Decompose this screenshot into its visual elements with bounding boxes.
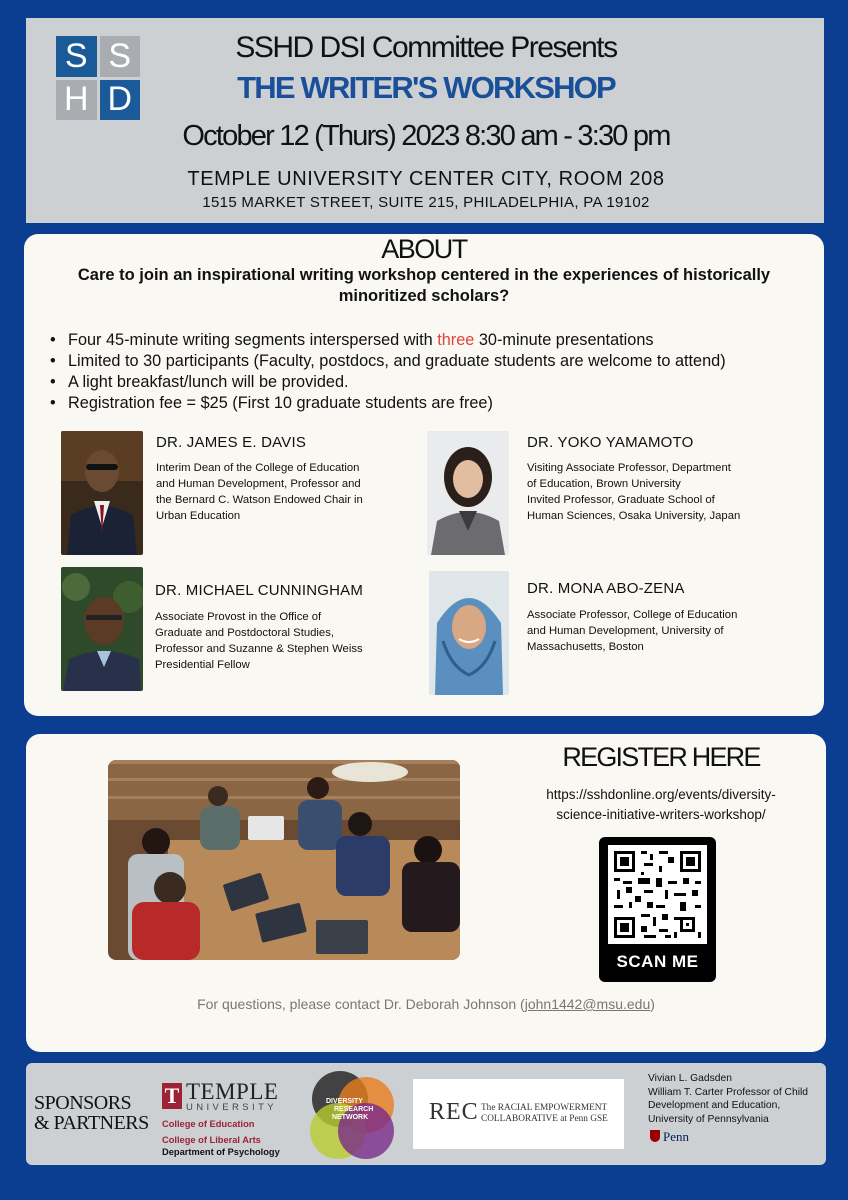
speaker-title-line: of Education, Brown University [527,478,681,490]
logo-letter: H [56,80,97,121]
speaker-title-line: Associate Professor, College of Education [527,609,738,621]
speaker-title-line: Graduate and Postdoctoral Studies, [155,627,334,639]
sponsors-label-line: SPONSORS [34,1092,132,1114]
presents-line: SSHD DSI Committee Presents [235,31,617,64]
speaker-title-line: Associate Provost in the Office of [155,611,322,623]
register-card [26,734,826,1052]
speaker-name: DR. MONA ABO-ZENA [527,580,685,597]
contact-email-link[interactable]: john1442@msu.edu [524,996,651,1012]
speaker-photo-cunningham [61,567,143,691]
event-date: October 12 (Thurs) 2023 8:30 am - 3:30 pm [182,120,670,152]
drn-text: RESEARCH [334,1106,374,1113]
register-url[interactable] [496,785,826,825]
logo-letter: S [56,36,97,77]
speaker-photo-yamamoto [427,431,509,555]
gadsden-line: Vivian L. Gadsden [648,1073,732,1084]
qr-code[interactable] [599,837,716,982]
rec-abbr: REC [429,1099,479,1125]
sponsors-label-line: & PARTNERS [34,1112,149,1134]
speaker-title-line: Urban Education [156,510,241,522]
speaker-title-line: and Human Development, University of [527,625,724,637]
list-item [46,330,816,351]
drn-text: NETWORK [332,1114,369,1121]
scan-me-label: SCAN ME [616,952,699,971]
contact-line [26,996,826,1012]
speaker-title [155,609,415,673]
qr-pattern-icon [608,845,707,944]
gadsden-line: Development and Education, [648,1100,781,1111]
header-panel [26,18,824,223]
list-item: • Registration fee = $25 (First 10 graduate students are free) [46,393,816,414]
sponsors-panel [26,1063,826,1165]
gadsden-line: William T. Carter Professor of Child [648,1086,809,1098]
speaker-photo-davis [61,431,143,555]
temple-dept-psychology: Department of Psychology [162,1147,280,1157]
sponsors-label [34,1093,149,1133]
workshop-photo [108,760,460,960]
about-question: Care to join an inspirational writing workshop centered in the experiences of historically minoritized scholars? [77,266,771,305]
speaker-title [156,460,406,524]
temple-t-icon: T [162,1083,182,1109]
penn-wordmark: Penn [663,1129,689,1144]
penn-shield-icon [650,1130,660,1142]
speaker-title-line: Massachusetts, Boston [527,641,644,653]
list-item: • A light breakfast/lunch will be provided. [46,372,816,393]
speaker-title-line: Professor and Suzanne & Stephen Weiss [155,643,363,655]
gadsden-credit [648,1072,826,1126]
details-list [46,330,816,414]
sshd-logo [56,36,140,120]
logo-letter: S [100,36,141,77]
about-heading: ABOUT [381,234,467,264]
event-venue: TEMPLE UNIVERSITY CENTER CITY, ROOM 208 [187,168,665,190]
rec-name [481,1103,608,1125]
speaker-title-line: Interim Dean of the College of Education [156,462,360,474]
list-item: • Limited to 30 participants (Faculty, postdocs, and graduate students are welcome to attend) [46,351,816,372]
bullet-text: Four 45-minute writing segments interspersed with [68,331,438,349]
rec-name-line: COLLABORATIVE at Penn GSE [481,1114,608,1124]
temple-name: TEMPLE [186,1079,279,1104]
register-url-line[interactable]: science-initiative-writers-workshop/ [556,807,766,822]
register-url-line[interactable]: https://sshdonline.org/events/diversity- [546,787,776,802]
speaker-name: DR. JAMES E. DAVIS [156,434,307,451]
speaker-title [527,460,797,524]
speaker-name: DR. YOKO YAMAMOTO [527,434,694,451]
rec-name-line: The RACIAL EMPOWERMENT [481,1103,608,1113]
speaker-title [527,607,797,655]
speaker-title-line: Invited Professor, Graduate School of [527,494,715,506]
diversity-research-network-logo [310,1067,400,1163]
speaker-title-line: Human Sciences, Osaka University, Japan [527,510,741,522]
speaker-title-line: the Bernard C. Watson Endowed Chair in [156,494,363,506]
drn-text: DIVERSITY [326,1098,363,1105]
speaker-title-line: Visiting Associate Professor, Department [527,462,731,474]
contact-text-end: ) [650,996,655,1012]
event-address: 1515 MARKET STREET, SUITE 215, PHILADELPHIA, PA 19102 [202,194,650,211]
register-heading: REGISTER HERE [562,742,760,772]
about-card [24,234,824,716]
logo-letter: D [100,80,141,121]
speaker-name: DR. MICHAEL CUNNINGHAM [155,582,364,599]
bullet-text: 30-minute presentations [474,331,654,349]
speaker-title-line: Presidential Fellow [155,659,250,671]
temple-university-word: UNIVERSITY [186,1102,278,1113]
temple-college-liberal-arts: College of Liberal Arts [162,1135,261,1145]
temple-college-education: College of Education [162,1119,255,1129]
rec-logo [413,1079,624,1149]
penn-logo [650,1129,689,1145]
speaker-title-line: and Human Development, Professor and [156,478,361,490]
speaker-photo-abo-zena [429,571,509,695]
gadsden-line: University of Pennsylvania [648,1113,769,1125]
highlight-text: three [437,331,475,349]
event-title: THE WRITER'S WORKSHOP [237,70,615,105]
contact-text: For questions, please contact Dr. Deborah Johnson ( [197,996,525,1012]
